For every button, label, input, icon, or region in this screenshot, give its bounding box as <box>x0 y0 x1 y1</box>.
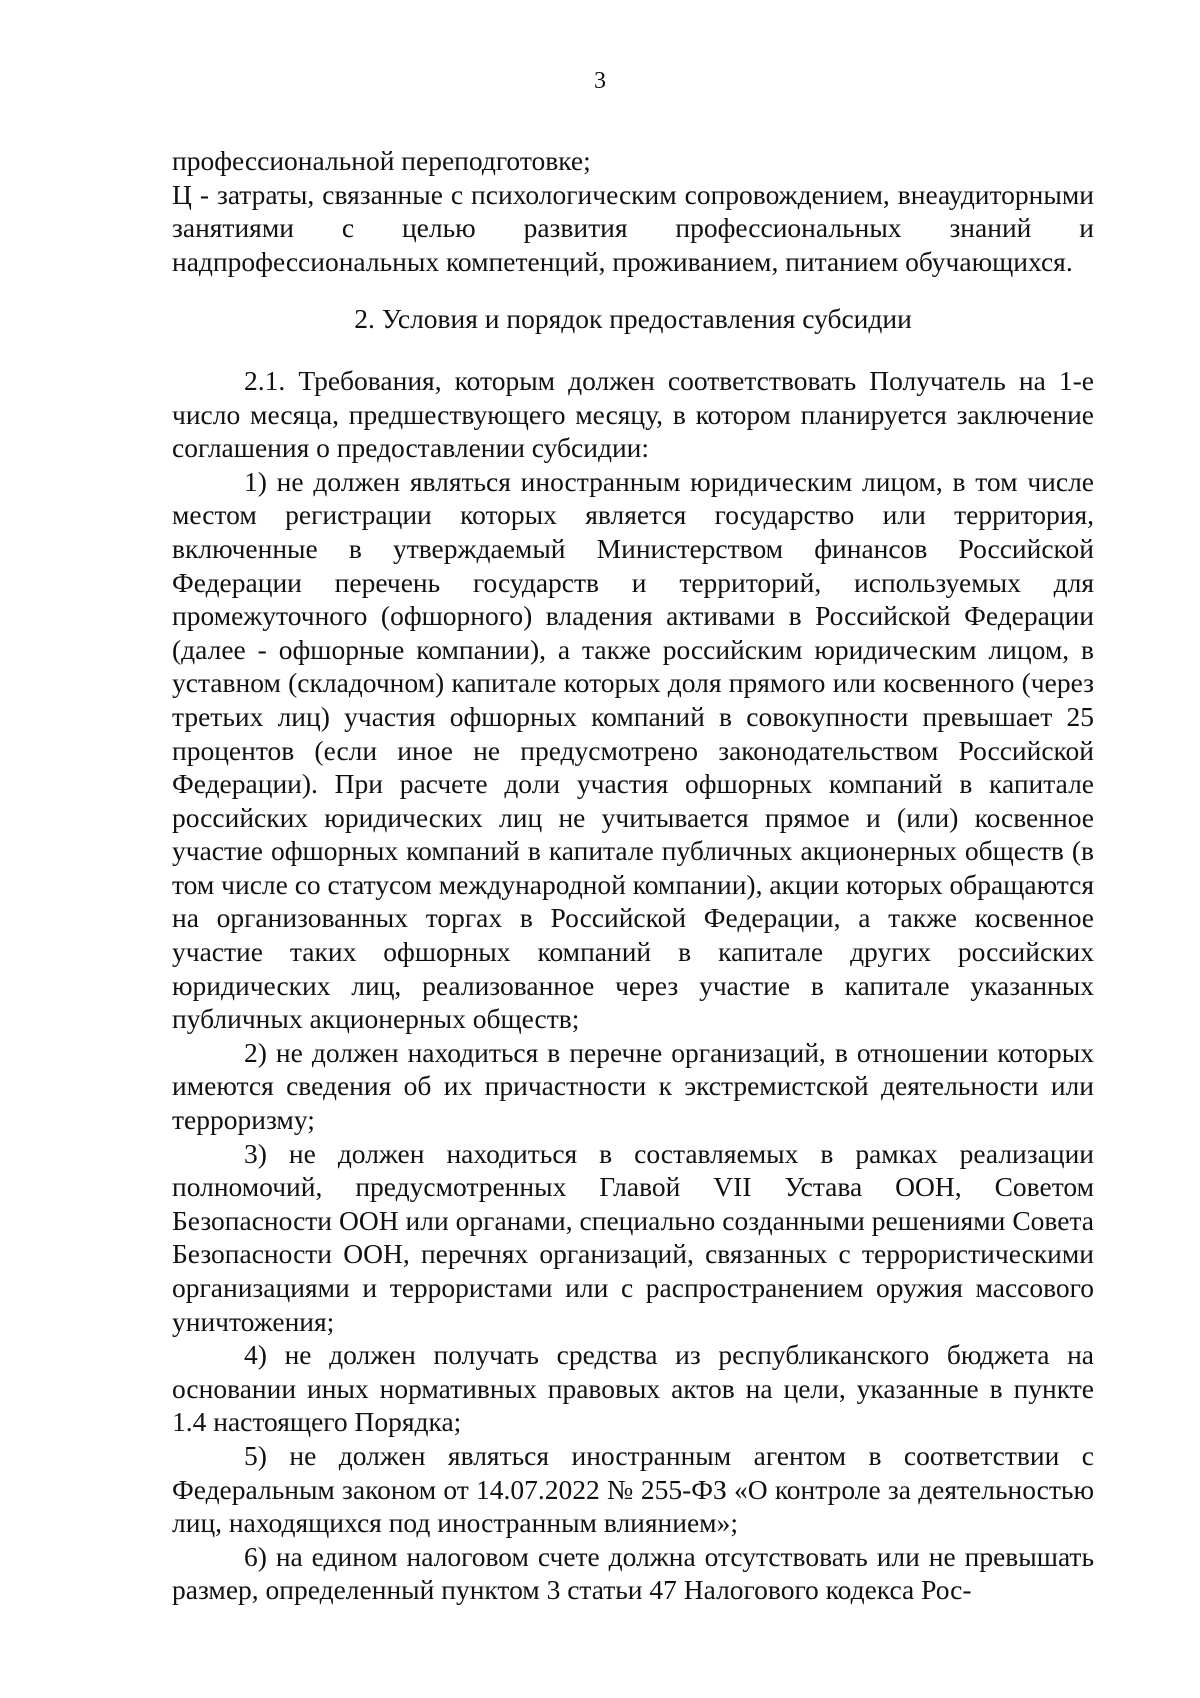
page-number: 3 <box>594 68 606 94</box>
requirement-item-4: 4) не должен получать средства из республиканского бюджета на основании иных нормативных правовых актов на цели, указанные в пункте 1.4 настоящего Порядка; <box>172 1339 1094 1438</box>
intro-line: профессиональной переподготовке; <box>172 145 591 176</box>
requirement-item-1: 1) не должен являться иностранным юридическим лицом, в том числе местом регистрации которых является государство или территория, включенные в утверждаемый Министерством финансов Российской Федерации перечень государств и территорий, используемых для промежуточного (офшорного) владения активами в Российской Федерации (далее - офшорные компании), а также российским юридическим лицом, в уставном (складочном) капитале которых доля прямого или косвенного (через третьих лиц) участия офшорных компаний в совокупности превышает 25 процентов (если иное не предусмотрено законодательством Российской Федерации). При расчете доли участия офшорных компаний в капитале российских юридических лиц не учитывается прямое и (или) косвенное участие офшорных компаний в капитале публичных акционерных обществ (в том числе со статусом международной компании), акции которых обращаются на организованных торгах в Российской Федерации, а также косвенное участие таких офшорных компаний в капитале других российских юридических лиц, реализованное через участие в капитале указанных публичных акционерных обществ; <box>172 465 1094 1035</box>
section-2-heading: 2. Условия и порядок предоставления субсидии <box>354 303 912 335</box>
c-cost-item: Ц - затраты, связанные с психологическим сопровождением, внеаудиторными занятиями с целью развития профессиональных знаний и надпрофессиональных компетенций, проживанием, питанием обучающихся. <box>172 178 1094 277</box>
requirement-item-6: 6) на едином налоговом счете должна отсутствовать или не превышать размер, определенный пунктом 3 статьи 47 Налогового кодекса Рос- <box>172 1540 1094 1606</box>
requirement-item-3: 3) не должен находиться в составляемых в рамках реализации полномочий, предусмотренных Главой VII Устава ООН, Советом Безопасности ООН или органами, специально созданными решениями Совета Безопасности ООН, перечнях организаций, связанных с террористическими организациями и террористами или с распространением оружия массового уничтожения; <box>172 1137 1094 1337</box>
paragraph-2-1: 2.1. Требования, которым должен соответствовать Получатель на 1-е число месяца, предшествующего месяцу, в котором планируется заключение соглашения о предоставлении субсидии: <box>172 364 1094 464</box>
requirement-item-2: 2) не должен находиться в перечне организаций, в отношении которых имеются сведения об их причастности к экстремистской деятельности или терроризму; <box>172 1036 1094 1136</box>
document-body <box>172 144 1094 1607</box>
requirement-item-5: 5) не должен являться иностранным агентом в соответствии с Федеральным законом от 14.07.2022 № 255-ФЗ «О контроле за деятельностью лиц, находящихся под иностранным влиянием»; <box>172 1439 1094 1539</box>
